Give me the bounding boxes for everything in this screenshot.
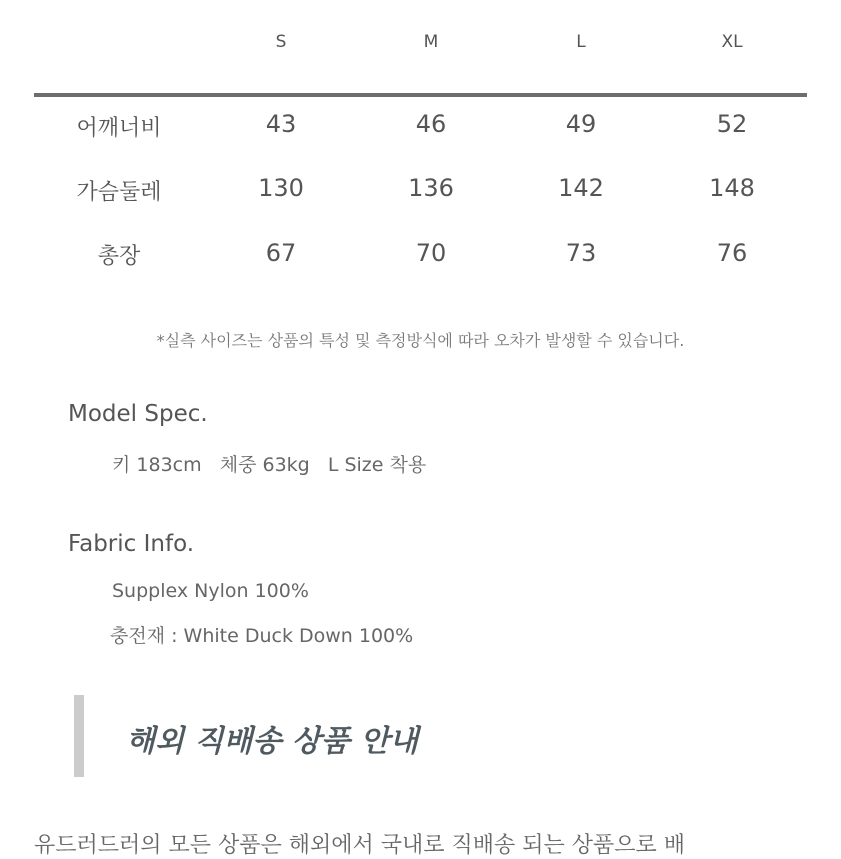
table-cell: 130 [258, 174, 304, 202]
table-cell: 73 [565, 239, 597, 267]
fabric-info-title: Fabric Info. [68, 531, 195, 557]
table-cell: 46 [415, 110, 447, 138]
measurement-note: *실측 사이즈는 상품의 특성 및 측정방식에 따라 오차가 발생할 수 있습니다. [156, 331, 685, 350]
table-cell: 43 [265, 110, 297, 138]
fabric-line-shell: Supplex Nylon 100% [112, 580, 309, 602]
row-label-chest: 가슴둘레 [76, 180, 162, 205]
table-cell: 49 [565, 110, 597, 138]
table-cell: 70 [415, 239, 447, 267]
notice-title: 해외 직배송 상품 안내 [126, 724, 419, 759]
row-label-shoulder: 어깨너비 [76, 116, 162, 141]
row-label-length: 총장 [97, 244, 141, 269]
notice-body: 유드러드러의 모든 상품은 해외에서 국내로 직배송 되는 상품으로 배 [34, 833, 686, 858]
table-cell: 148 [709, 174, 755, 202]
size-header-m: M [423, 32, 439, 52]
notice-accent-bar [74, 695, 84, 777]
size-header-s: S [275, 32, 287, 52]
table-cell: 136 [408, 174, 454, 202]
size-header-l: L [576, 32, 586, 52]
model-spec-line: 키 183cm 체중 63kg L Size 착용 [112, 454, 427, 476]
table-cell: 67 [265, 239, 297, 267]
fabric-line-fill: 충전재 : White Duck Down 100% [110, 625, 414, 647]
table-cell: 52 [716, 110, 748, 138]
model-spec-title: Model Spec. [68, 401, 208, 427]
table-cell: 76 [716, 239, 748, 267]
size-header-xl: XL [721, 32, 743, 52]
table-cell: 142 [558, 174, 604, 202]
table-header-divider [34, 93, 807, 97]
